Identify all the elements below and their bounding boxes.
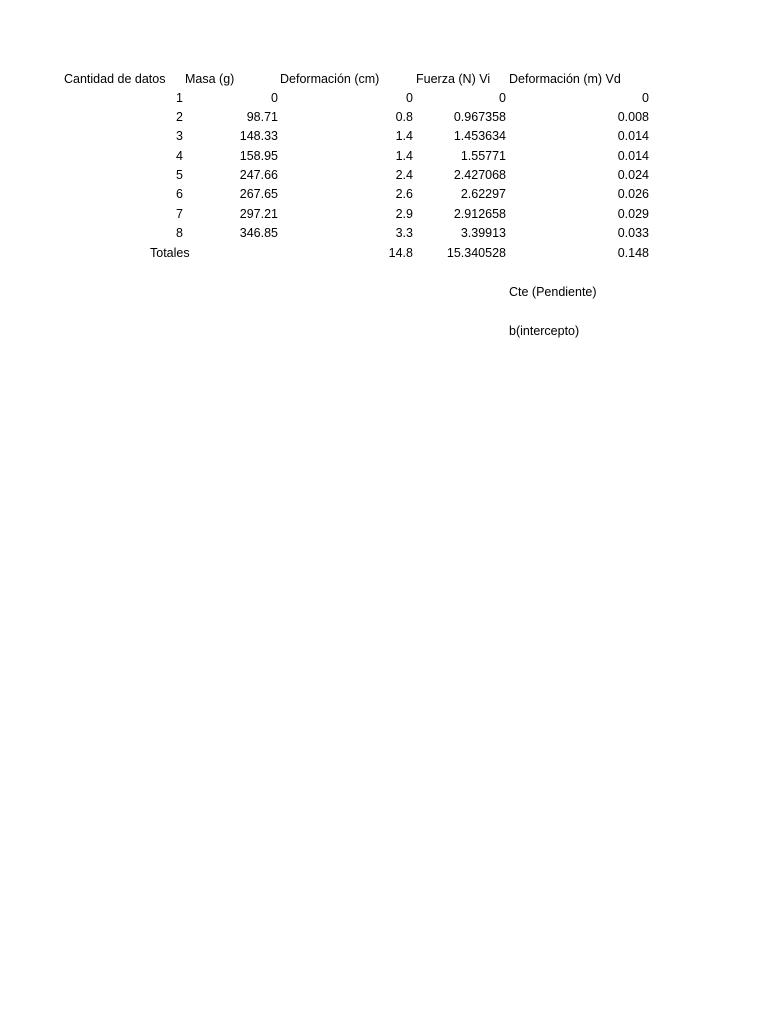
row-number: 3: [176, 129, 183, 143]
header-deformation-cm: Deformación (cm): [280, 72, 380, 86]
force-value: 0.967358: [453, 110, 506, 124]
total-deformation-cm: 14.8: [388, 246, 413, 260]
mass-value: 0: [271, 91, 278, 105]
deformation-m-value: 0.014: [617, 149, 649, 163]
mass-value: 297.21: [239, 207, 278, 221]
slope-label: Cte (Pendiente): [509, 285, 597, 299]
total-deformation-m: 0.148: [617, 246, 649, 260]
deformation-cm-value: 0.8: [395, 110, 413, 124]
row-number: 4: [176, 149, 183, 163]
deformation-cm-value: 2.9: [395, 207, 413, 221]
totals-label: Totales: [150, 246, 190, 260]
deformation-m-value: 0.033: [617, 226, 649, 240]
mass-value: 148.33: [239, 129, 278, 143]
deformation-m-value: 0.026: [617, 187, 649, 201]
force-value: 2.62297: [460, 187, 506, 201]
total-force: 15.340528: [446, 246, 506, 260]
deformation-cm-value: 1.4: [395, 129, 413, 143]
force-value: 2.912658: [453, 207, 506, 221]
deformation-cm-value: 1.4: [395, 149, 413, 163]
row-number: 6: [176, 187, 183, 201]
deformation-m-value: 0.008: [617, 110, 649, 124]
deformation-cm-value: 2.4: [395, 168, 413, 182]
row-number: 1: [176, 91, 183, 105]
row-number: 5: [176, 168, 183, 182]
force-value: 3.39913: [460, 226, 506, 240]
force-value: 1.55771: [460, 149, 506, 163]
row-number: 2: [176, 110, 183, 124]
header-count: Cantidad de datos: [64, 72, 166, 86]
deformation-m-value: 0.029: [617, 207, 649, 221]
mass-value: 346.85: [239, 226, 278, 240]
deformation-cm-value: 0: [406, 91, 413, 105]
force-value: 2.427068: [453, 168, 506, 182]
deformation-m-value: 0: [642, 91, 649, 105]
deformation-m-value: 0.014: [617, 129, 649, 143]
row-number: 7: [176, 207, 183, 221]
mass-value: 158.95: [239, 149, 278, 163]
force-value: 1.453634: [453, 129, 506, 143]
header-force: Fuerza (N) Vi: [416, 72, 491, 86]
mass-value: 98.71: [246, 110, 278, 124]
deformation-m-value: 0.024: [617, 168, 649, 182]
mass-value: 267.65: [239, 187, 278, 201]
deformation-cm-value: 3.3: [395, 226, 413, 240]
header-mass: Masa (g): [185, 72, 235, 86]
mass-value: 247.66: [239, 168, 278, 182]
deformation-cm-value: 2.6: [395, 187, 413, 201]
force-value: 0: [499, 91, 506, 105]
header-deformation-m: Deformación (m) Vd: [509, 72, 621, 86]
intercept-label: b(intercepto): [509, 324, 580, 338]
row-number: 8: [176, 226, 183, 240]
